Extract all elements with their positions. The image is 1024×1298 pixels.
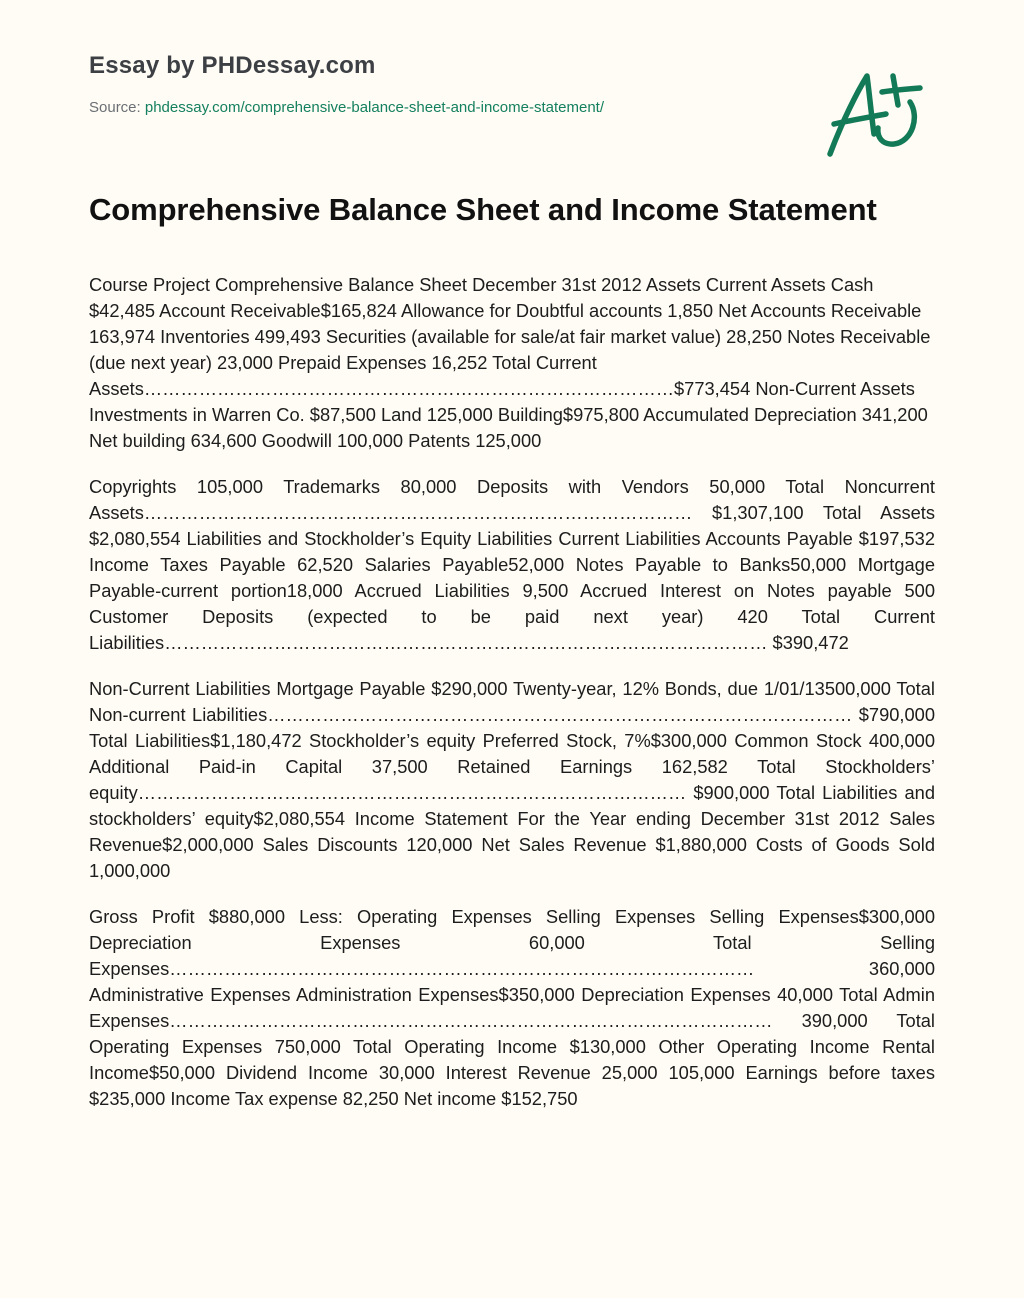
paragraph-balance-sheet-assets: Course Project Comprehensive Balance Sheet December 31st 2012 Assets Current Assets Cash $42,485 Account Receivable$165,824 Allowance for Doubtful accounts 1,850 Net Accounts Receivable 163,974 Inventories 499,493 Securities (available for sale/at fair market value) 28,250 Notes Receivable (due next year) 23,000 Prepaid Expenses 16,252 Total Current Assets……………………………………………………………………………$773,454 Non-Current Assets Investments in Warren Co. $87,500 Land 125,000 Building$975,800 Accumulated Depreciation 341,200 Net building 634,600 Goodwill 100,000 Patents 125,000	[89, 274, 931, 451]
document-title: Comprehensive Balance Sheet and Income Statement	[89, 192, 877, 227]
paragraph-equity-income-statement: Non-Current Liabilities Mortgage Payable $290,000 Twenty-year, 12% Bonds, due 1/01/13500,000 Total Non-current Liabilities…………………………………………………………………………………… $790,000 Total Liabilities$1,180,472 Stockholder’s equity Preferred Stock, 7%$300,000 Common Stock 400,000 Additional Paid-in Capital 37,500 Retained Earnings 162,582 Total Stockholders’ equity……………………………………………………………………………… $900,000 Total Liabilities and stockholders’ equity$2,080,554 Income Statement For the Year ending December 31st 2012 Sales Revenue$2,000,000 Sales Discounts 120,000 Net Sales Revenue $1,880,000 Costs of Goods Sold 1,000,000	[89, 678, 935, 881]
paragraph-operating-expenses-net-income: Gross Profit $880,000 Less: Operating Expenses Selling Expenses Selling Expenses$300,000 Depreciation Expenses 60,000 Total Selling Expenses…………………………………………………………………………………… 360,000 Administrative Expenses Administration Expenses$350,000 Depreciation Expenses 40,000 Total Admin Expenses……………………………………………………………………………………… 390,000 Total Operating Expenses 750,000 Total Operating Income $130,000 Other Operating Income Rental Income$50,000 Dividend Income 30,000 Interest Revenue 25,000 105,000 Earnings before taxes $235,000 Income Tax expense 82,250 Net income $152,750	[89, 906, 935, 1109]
source-link[interactable]: phdessay.com/comprehensive-balance-sheet-and-income-statement/	[144, 99, 604, 116]
site-brand: Essay by PHDessay.com	[89, 52, 376, 79]
a-plus-grade-icon	[822, 62, 932, 162]
site-header	[89, 50, 789, 118]
source-line	[89, 98, 789, 118]
paragraph-noncurrent-assets-liabilities: Copyrights 105,000 Trademarks 80,000 Deposits with Vendors 50,000 Total Noncurrent Assets……………………………………………………………………………… $1,307,100 Total Assets $2,080,554 Liabilities and Stockholder’s Equity Liabilities Current Liabilities Accounts Payable $197,532 Income Taxes Payable 62,520 Salaries Payable52,000 Notes Payable to Banks50,000 Mortgage Payable-current portion18,000 Accrued Liabilities 9,500 Accrued Interest on Notes payable 500 Customer Deposits (expected to be paid next year) 420 Total Current Liabilities……………………………………………………………………………………… $390,472	[89, 476, 935, 653]
document-body	[89, 272, 935, 1132]
source-label: Source:	[89, 99, 145, 116]
